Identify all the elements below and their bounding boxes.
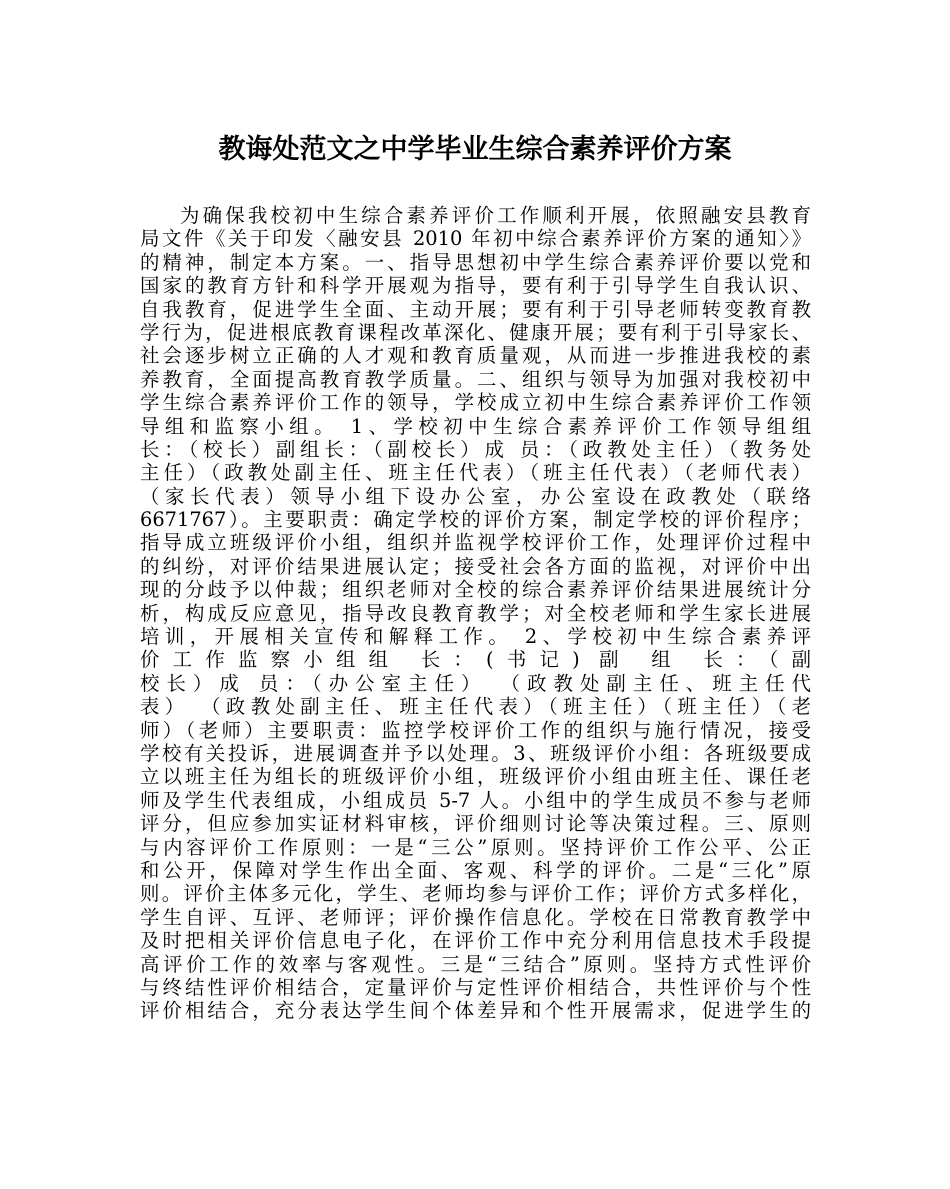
- document-body: [140, 204, 811, 1023]
- body-line: 价工作监察小组组 长：(书记) 副 组 长：（副: [140, 648, 811, 672]
- body-line: 的纠纷，对评价结果进展认定；接受社会各方面的监视，对评价中出: [140, 554, 811, 578]
- body-line: 社会逐步树立正确的人才观和教育质量观，从而进一步推进我校的素: [140, 344, 811, 368]
- body-line: 主任）（政教处副主任、班主任代表）（班主任代表）（老师代表）: [140, 461, 811, 485]
- body-line: 的精神，制定本方案。一、指导思想初中学生综合素养评价要以党和: [140, 250, 811, 274]
- body-line: 指导成立班级评价小组，组织并监视学校评价工作，处理评价过程中: [140, 531, 811, 555]
- body-line: 和公开，保障对学生作出全面、客观、科学的评价。二是“三化”原: [140, 858, 811, 882]
- body-line: 立以班主任为组长的班级评价小组，班级评价小组由班主任、课任老: [140, 765, 811, 789]
- body-line: 现的分歧予以仲裁；组织老师对全校的综合素养评价结果进展统计分: [140, 578, 811, 602]
- document-title: 教诲处范文之中学毕业生综合素养评价方案: [218, 134, 732, 165]
- body-line: 与终结性评价相结合，定量评价与定性评价相结合，共性评价与个性: [140, 975, 811, 999]
- body-line: 长：（校长）副组长：（副校长）成 员：（政教处主任）（教务处: [140, 437, 811, 461]
- body-line: 师）（老师）主要职责：监控学校评价工作的组织与施行情况，接受: [140, 718, 811, 742]
- body-line: 为确保我校初中生综合素养评价工作顺利开展，依照融安县教育: [180, 204, 811, 227]
- body-line: 学行为，促进根底教育课程改革深化、健康开展；要有利于引导家长、: [140, 320, 811, 344]
- body-line: 析，构成反应意见，指导改良教育教学；对全校老师和学生家长进展: [140, 601, 811, 625]
- body-line: 培训，开展相关宣传和解释工作。 2、学校初中生综合素养评: [140, 625, 811, 649]
- body-line: 国家的教育方针和科学开展观为指导，要有利于引导学生自我认识、: [140, 274, 811, 298]
- body-line: 学生自评、互评、老师评；评价操作信息化。学校在日常教育教学中: [140, 905, 811, 929]
- body-line: （家长代表）领导小组下设办公室，办公室设在政教处（联络: [140, 484, 811, 508]
- body-line: 则。评价主体多元化，学生、老师均参与评价工作；评价方式多样化，: [140, 882, 811, 906]
- body-line: 与内容评价工作原则：一是“三公”原则。坚持评价工作公平、公正: [140, 835, 811, 859]
- body-line: 评价相结合，充分表达学生间个体差异和个性开展需求，促进学生的: [140, 999, 811, 1023]
- body-line: 评分，但应参加实证材料审核，评价细则讨论等决策过程。三、原则: [140, 812, 811, 836]
- body-line: 表） （政教处副主任、班主任代表）（班主任）（班主任）（老: [140, 695, 811, 719]
- body-line: 自我教育，促进学生全面、主动开展；要有利于引导老师转变教育教: [140, 297, 811, 321]
- body-line: 局文件《关于印发〈融安县 2010 年初中综合素养评价方案的通知〉》: [140, 227, 811, 251]
- body-line: 6671767）。主要职责：确定学校的评价方案，制定学校的评价程序；: [140, 508, 811, 532]
- body-line: 学生综合素养评价工作的领导，学校成立初中生综合素养评价工作领: [140, 391, 811, 415]
- body-line: 养教育，全面提高教育教学质量。二、组织与领导为加强对我校初中: [140, 367, 811, 391]
- body-line: 校长）成 员：（办公室主任） （政教处副主任、班主任代: [140, 671, 811, 695]
- body-line: 导组和监察小组。 1、学校初中生综合素养评价工作领导组组: [140, 414, 811, 438]
- body-line: 高评价工作的效率与客观性。三是“三结合”原则。坚持方式性评价: [140, 952, 811, 976]
- body-line: 师及学生代表组成，小组成员 5-7 人。小组中的学生成员不参与老师: [140, 788, 811, 812]
- body-line: 学校有关投诉，进展调查并予以处理。3、班级评价小组：各班级要成: [140, 741, 811, 765]
- body-line: 及时把相关评价信息电子化，在评价工作中充分利用信息技术手段提: [140, 929, 811, 953]
